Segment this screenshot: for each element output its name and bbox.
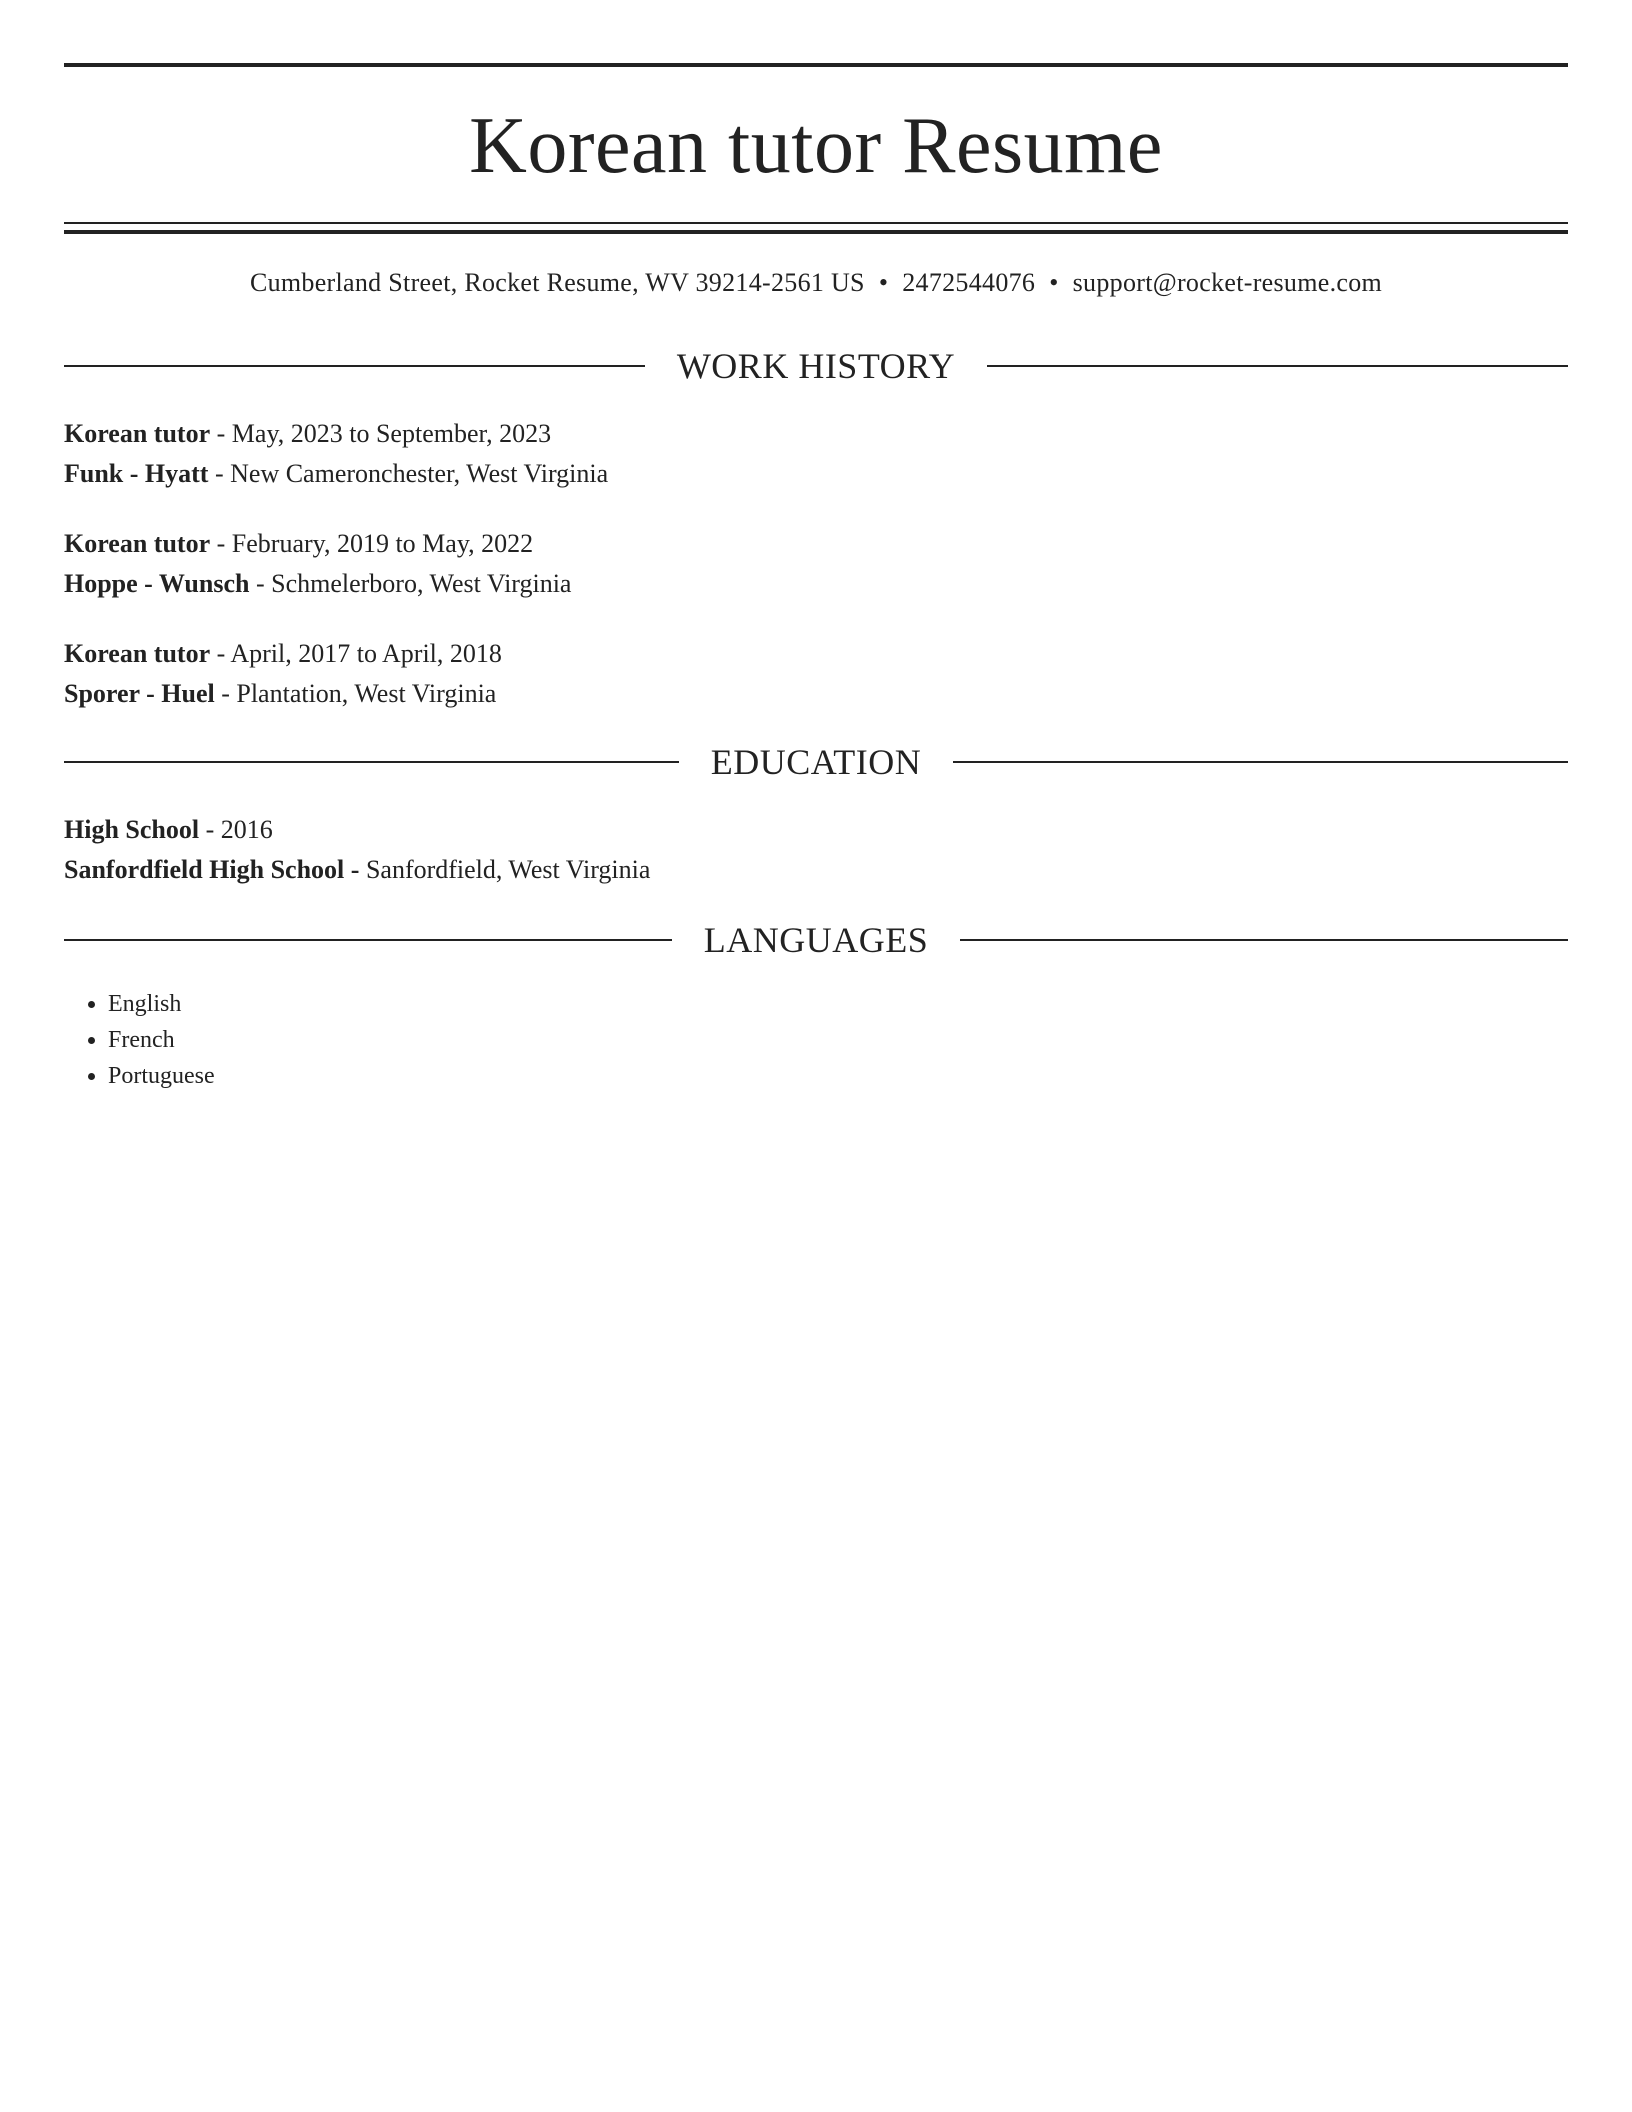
job-employer: Hoppe - Wunsch <box>64 569 250 598</box>
job-employer: Funk - Hyatt <box>64 459 209 488</box>
heading-rule-right <box>960 939 1568 941</box>
work-entry <box>64 524 1568 604</box>
heading-rule-left <box>64 939 672 941</box>
job-position: Korean tutor <box>64 639 211 668</box>
language-item: • Portuguese <box>108 1058 1568 1094</box>
contact-phone: 2472544076 <box>902 268 1036 297</box>
resume-page <box>64 0 1568 1094</box>
work-entry-title-line <box>64 634 1568 674</box>
title-double-rule <box>64 222 1568 234</box>
education-location: Sanfordfield, West Virginia <box>365 855 651 884</box>
work-entry <box>64 634 1568 714</box>
work-entry-title-line <box>64 414 1568 454</box>
work-entry-employer-line <box>64 674 1568 714</box>
languages-heading <box>64 918 1568 962</box>
education-school-line <box>64 850 1568 890</box>
education-degree: High School <box>64 815 200 844</box>
work-entry-employer-line <box>64 454 1568 494</box>
section-title: LANGUAGES <box>703 920 929 960</box>
heading-rule-right <box>953 761 1568 763</box>
job-dates: - February, 2019 to May, 2022 <box>216 529 534 558</box>
work-entry <box>64 414 1568 494</box>
contact-line <box>64 266 1568 300</box>
section-title: WORK HISTORY <box>676 346 956 386</box>
contact-separator: • <box>878 268 889 297</box>
language-item: • English <box>108 986 1568 1022</box>
education-year: - 2016 <box>205 815 273 844</box>
education-school: Sanfordfield High School - <box>64 855 360 884</box>
work-entry-title-line <box>64 524 1568 564</box>
work-history-heading <box>64 344 1568 388</box>
contact-address: Cumberland Street, Rocket Resume, WV 39214-2561 US <box>249 268 865 297</box>
languages-list <box>64 986 1568 1094</box>
job-location: - Plantation, West Virginia <box>221 679 497 708</box>
top-rule <box>64 63 1568 67</box>
work-entry-employer-line <box>64 564 1568 604</box>
section-title: EDUCATION <box>710 742 922 782</box>
heading-rule-left <box>64 365 645 367</box>
education-entry <box>64 810 1568 890</box>
job-position: Korean tutor <box>64 419 211 448</box>
heading-rule-left <box>64 761 679 763</box>
language-item: • French <box>108 1022 1568 1058</box>
job-employer: Sporer - Huel <box>64 679 215 708</box>
job-location: - Schmelerboro, West Virginia <box>255 569 572 598</box>
heading-rule-right <box>987 365 1568 367</box>
contact-email: support@rocket-resume.com <box>1072 268 1383 297</box>
education-heading <box>64 740 1568 784</box>
contact-separator: • <box>1049 268 1059 297</box>
job-dates: - May, 2023 to September, 2023 <box>216 419 552 448</box>
job-dates: - April, 2017 to April, 2018 <box>216 639 502 668</box>
education-degree-line <box>64 810 1568 850</box>
job-location: - New Cameronchester, West Virginia <box>214 459 609 488</box>
job-position: Korean tutor <box>64 529 211 558</box>
resume-title: Korean tutor Resume <box>469 102 1163 190</box>
